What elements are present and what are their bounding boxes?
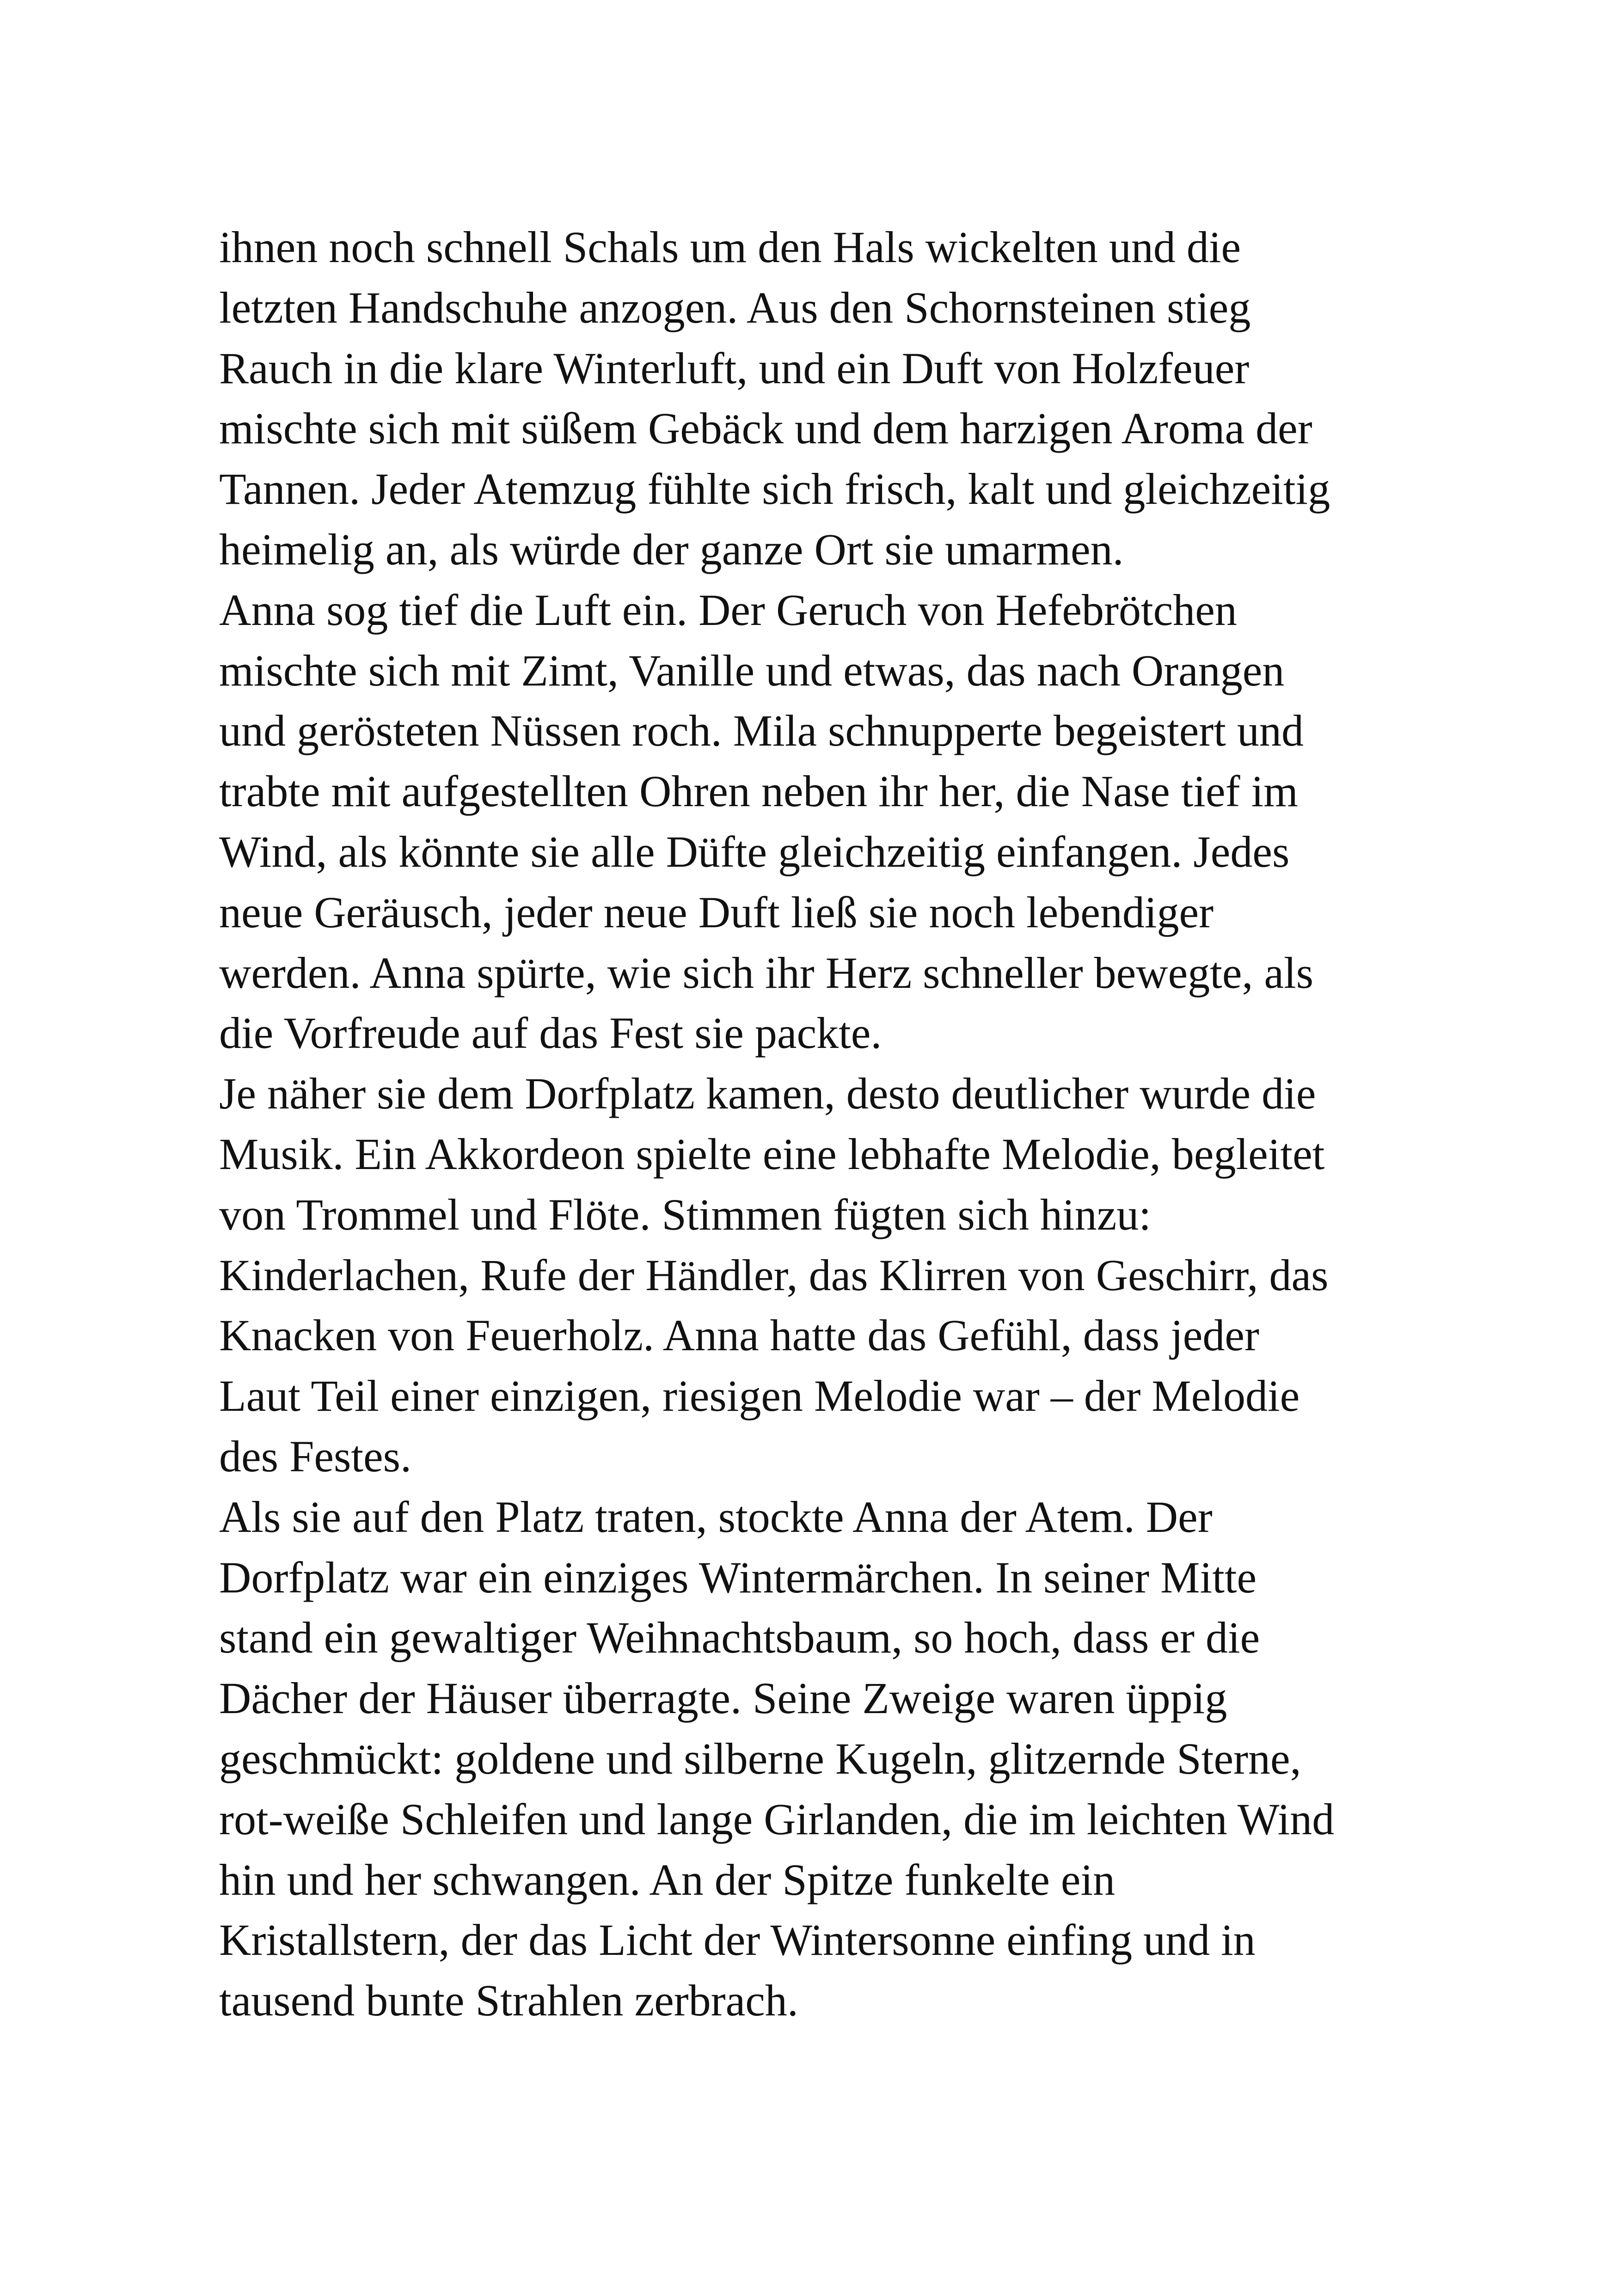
text-line: neue Geräusch, jeder neue Duft ließ sie noch lebendiger (219, 887, 1214, 937)
text-line: Laut Teil einer einzigen, riesigen Melodie war – der Melodie (219, 1371, 1300, 1421)
text-line: geschmückt: goldene und silberne Kugeln, glitzernde Sterne, (219, 1733, 1301, 1783)
text-line: trabte mit aufgestellten Ohren neben ihr her, die Nase tief im (219, 766, 1298, 816)
text-line: stand ein gewaltiger Weihnachtsbaum, so hoch, dass er die (219, 1613, 1260, 1663)
text-line: Wind, als könnte sie alle Düfte gleichzeitig einfangen. Jedes (219, 827, 1290, 876)
text-line: tausend bunte Strahlen zerbrach. (219, 1976, 798, 2026)
text-line: Knacken von Feuerholz. Anna hatte das Gefühl, dass jeder (219, 1310, 1259, 1360)
text-line: Kristallstern, der das Licht der Wintersonne einfing und in (219, 1915, 1256, 1965)
text-line: Je näher sie dem Dorfplatz kamen, desto deutlicher wurde die (219, 1069, 1316, 1119)
text-line: Dächer der Häuser überragte. Seine Zweige waren üppig (219, 1673, 1227, 1723)
text-line: ihnen noch schnell Schals um den Hals wickelten und die (219, 222, 1241, 272)
text-line: von Trommel und Flöte. Stimmen fügten sich hinzu: (219, 1189, 1151, 1239)
text-line: und gerösteten Nüssen roch. Mila schnupperte begeistert und (219, 706, 1304, 756)
text-line: Als sie auf den Platz traten, stockte Anna der Atem. Der (219, 1492, 1213, 1542)
text-line: Kinderlachen, Rufe der Händler, das Klirren von Geschirr, das (219, 1250, 1329, 1300)
body-text (219, 217, 1444, 2031)
text-line: Tannen. Jeder Atemzug fühlte sich frisch, kalt und gleichzeitig (219, 464, 1330, 514)
text-line: Anna sog tief die Luft ein. Der Geruch von Hefebrötchen (219, 585, 1237, 635)
text-line: letzten Handschuhe anzogen. Aus den Schornsteinen stieg (219, 282, 1251, 332)
text-line: heimelig an, als würde der ganze Ort sie umarmen. (219, 524, 1124, 574)
text-line: Rauch in die klare Winterluft, und ein Duft von Holzfeuer (219, 343, 1250, 393)
text-line: werden. Anna spürte, wie sich ihr Herz schneller bewegte, als (219, 948, 1314, 998)
text-line: mischte sich mit Zimt, Vanille und etwas, das nach Orangen (219, 645, 1285, 695)
text-line: des Festes. (219, 1431, 411, 1481)
text-line: Dorfplatz war ein einziges Wintermärchen. In seiner Mitte (219, 1552, 1257, 1602)
text-line: die Vorfreude auf das Fest sie packte. (219, 1008, 882, 1058)
text-line: rot-weiße Schleifen und lange Girlanden, die im leichten Wind (219, 1794, 1335, 1844)
text-line: Musik. Ein Akkordeon spielte eine lebhafte Melodie, begleitet (219, 1129, 1325, 1179)
text-line: mischte sich mit süßem Gebäck und dem harzigen Aroma der (219, 404, 1312, 453)
text-line: hin und her schwangen. An der Spitze funkelte ein (219, 1855, 1115, 1904)
